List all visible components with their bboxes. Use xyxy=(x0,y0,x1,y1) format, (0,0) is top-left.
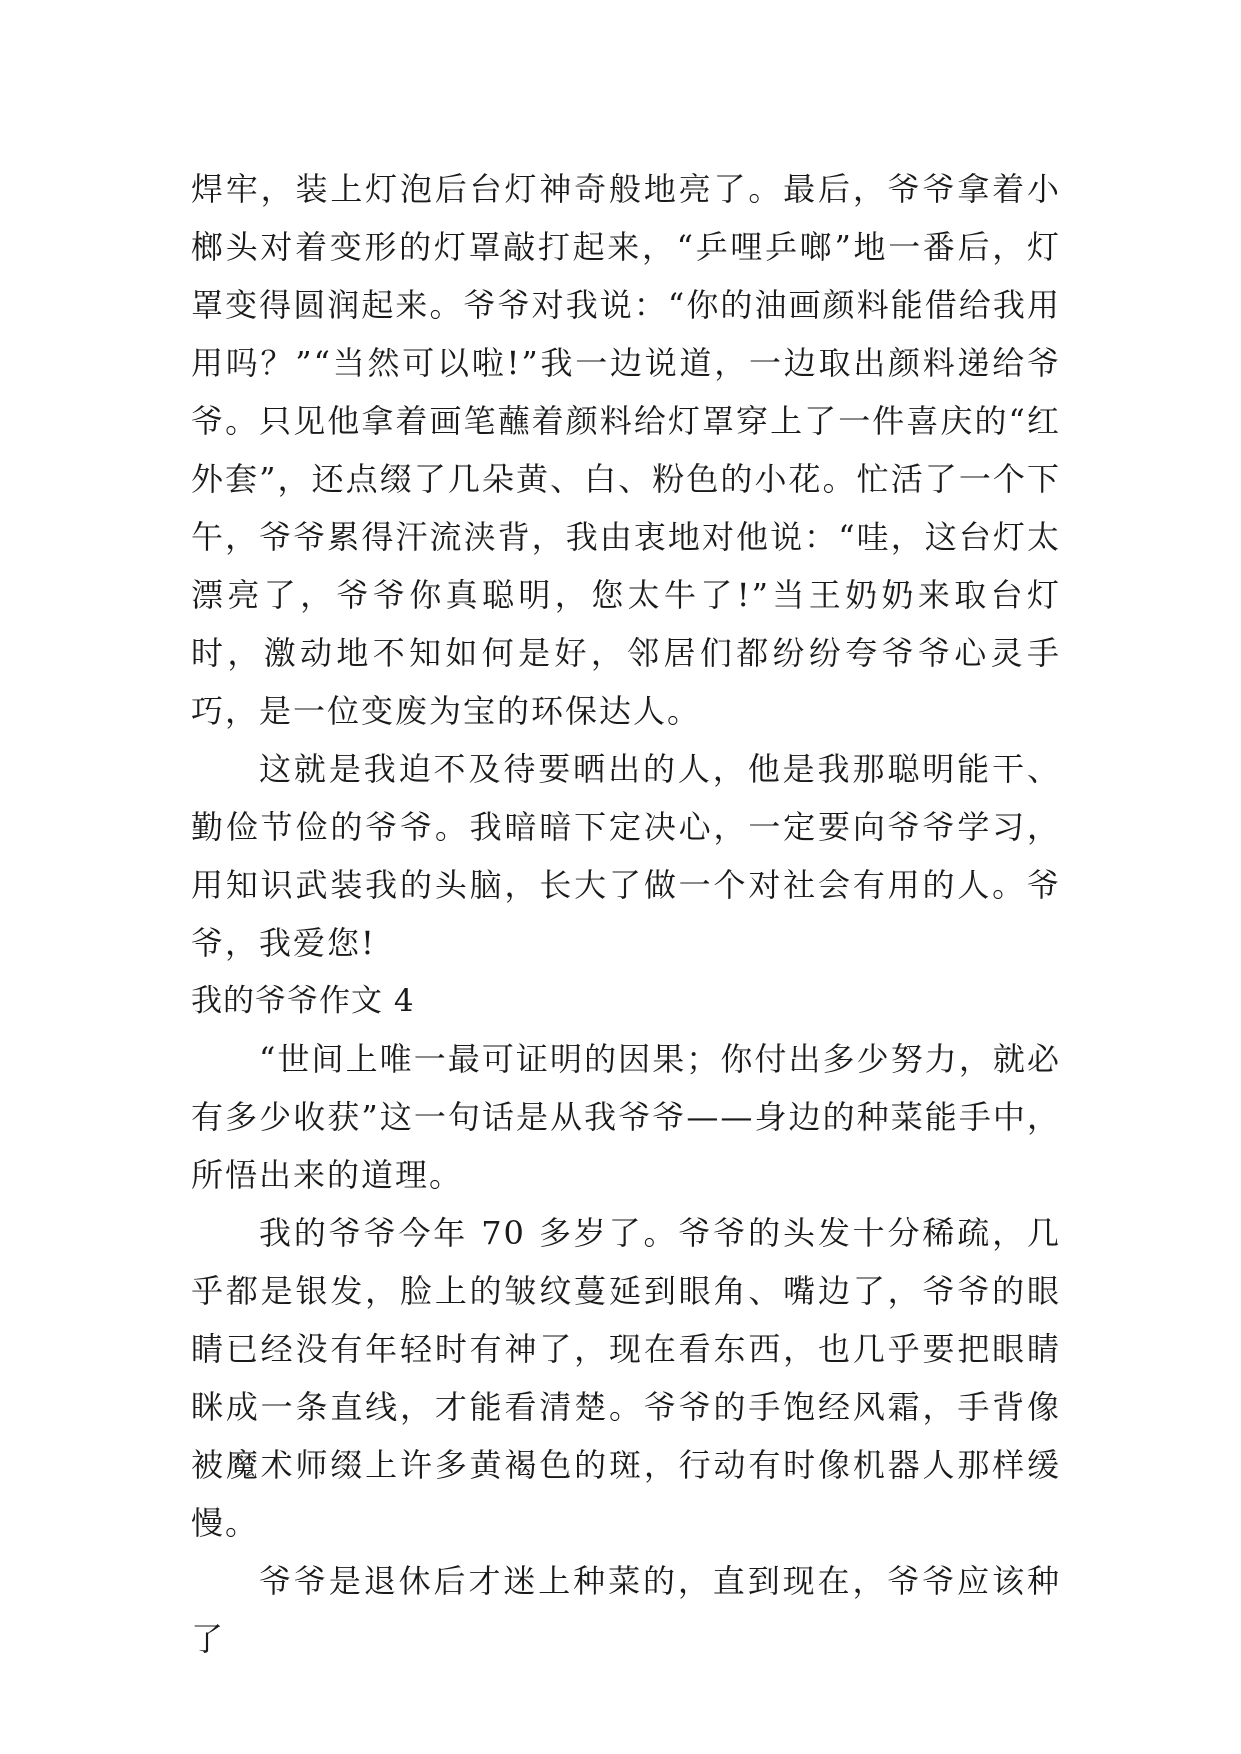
paragraph-intro: “世间上唯一最可证明的因果；你付出多少努力，就必有多少收获”这一句话是从我爷爷——身边的种菜能手中，所悟出来的道理。 xyxy=(191,1040,1061,1194)
paragraph-continued: 焊牢，装上灯泡后台灯神奇般地亮了。最后，爷爷拿着小榔头对着变形的灯罩敲打起来，“乒哩乒啷”地一番后，灯罩变得圆润起来。爷爷对我说：“你的油画颜料能借给我用用吗？”“当然可以啦!”我一边说道，一边取出颜料递给爷爷。只见他拿着画笔蘸着颜料给灯罩穿上了一件喜庆的“红外套”，还点缀了几朵黄、白、粉色的小花。忙活了一个下午，爷爷累得汗流浃背，我由衷地对他说：“哇，这台灯太漂亮了，爷爷你真聪明，您太牛了!”当王奶奶来取台灯时，激动地不知如何是好，邻居们都纷纷夸爷爷心灵手巧，是一位变废为宝的环保达人。 xyxy=(191,170,1061,730)
document-body xyxy=(191,160,1061,1668)
paragraph-description: 我的爷爷今年 70 多岁了。爷爷的头发十分稀疏，几乎都是银发，脸上的皱纹蔓延到眼角、嘴边了，爷爷的眼睛已经没有年轻时有神了，现在看东西，也几乎要把眼睛眯成一条直线，才能看清楚。爷爷的手饱经风霜，手背像被魔术师缀上许多黄褐色的斑，行动有时像机器人那样缓慢。 xyxy=(191,1214,1061,1542)
paragraph-truncated: 爷爷是退休后才迷上种菜的，直到现在，爷爷应该种了 xyxy=(191,1562,1061,1658)
essay-title: 我的爷爷作文 4 xyxy=(191,983,415,1019)
paragraph-conclusion: 这就是我迫不及待要晒出的人，他是我那聪明能干、勤俭节俭的爷爷。我暗暗下定决心，一定要向爷爷学习，用知识武装我的头脑，长大了做一个对社会有用的人。爷爷，我爱您! xyxy=(191,750,1061,962)
